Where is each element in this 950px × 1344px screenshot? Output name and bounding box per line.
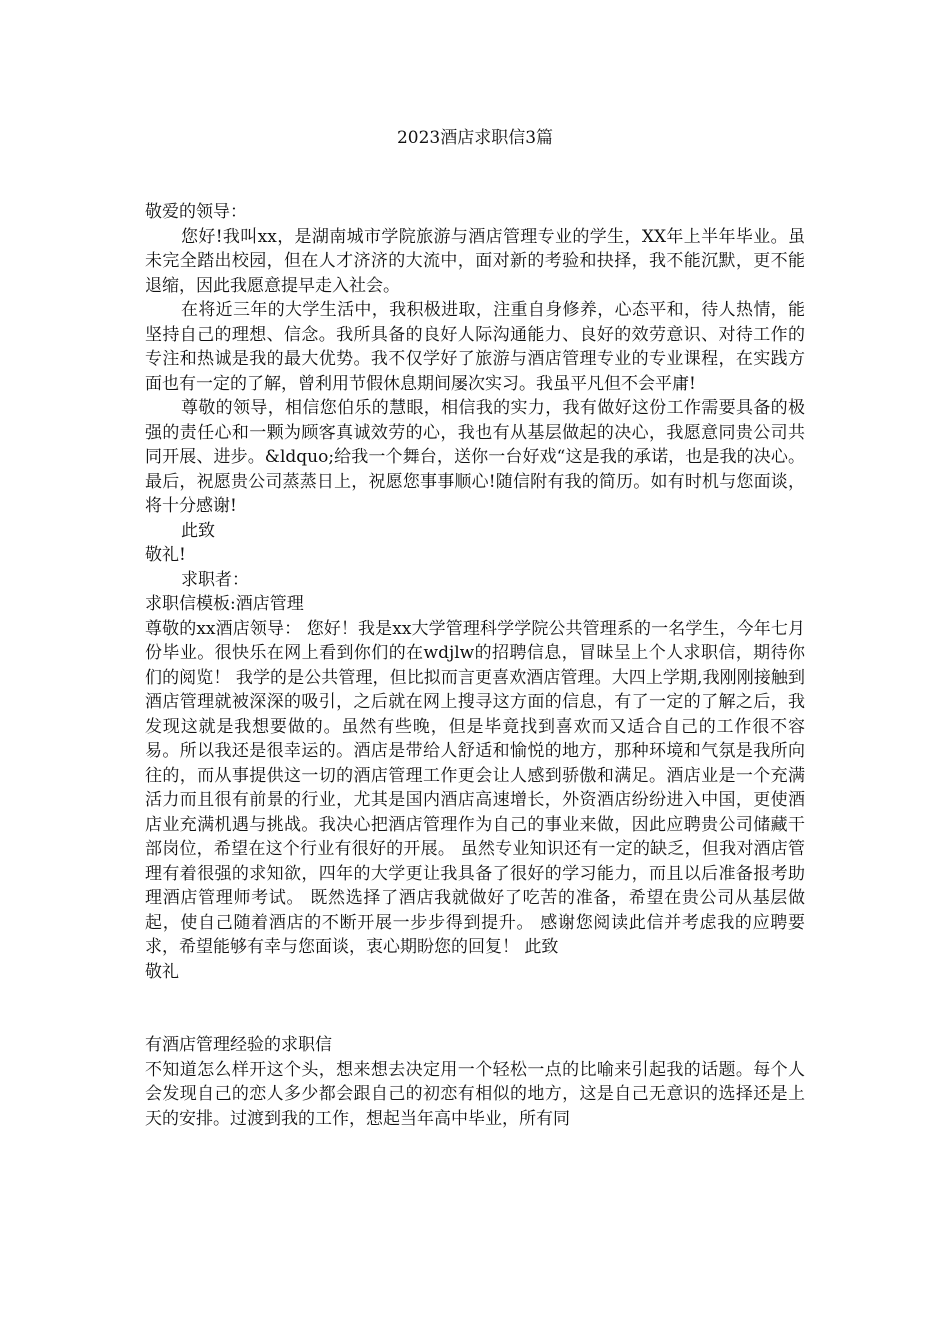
letter3-body: 不知道怎么样开这个头，想来想去决定用一个轻松一点的比喻来引起我的话题。每个人会发现自己的恋人多少都会跟自己的初恋有相似的地方，这是自己无意识的选择还是上天的安排。过渡到我的工作，想起当年高中毕业，所有同 [145, 1059, 805, 1129]
document-body [145, 200, 805, 1131]
letter1-paragraph-3: 尊敬的领导，相信您伯乐的慧眼，相信我的实力，我有做好这份工作需要具备的极强的责任心和一颗为顾客真诚效劳的心，我也有从基层做起的决心，我愿意同贵公司共同开展、进步。&ldquo;给我一个舞台，送你一台好戏“这是我的承诺，也是我的决心。最后，祝愿贵公司蒸蒸日上，祝愿您事事顺心!随信附有我的简历。如有时机与您面谈，将十分感谢! [145, 398, 805, 516]
letter2-heading: 求职信模板:酒店管理 [145, 594, 304, 614]
letter1-paragraph-2: 在将近三年的大学生活中，我积极进取，注重自身修养，心态平和，待人热情，能坚持自己的理想、信念。我所具备的良好人际沟通能力、良好的效劳意识、对待工作的专注和热诚是我的最大优势。我不仅学好了旅游与酒店管理专业的专业课程，在实践方面也有一定的了解，曾利用节假休息期间屡次实习。我虽平凡但不会平庸! [145, 300, 805, 394]
letter3-heading: 有酒店管理经验的求职信 [145, 1035, 332, 1055]
document-title: 2023酒店求职信3篇 [396, 128, 554, 148]
letter1-closing-1: 此致 [181, 520, 215, 541]
letter1-paragraph-1: 您好!我叫xx，是湖南城市学院旅游与酒店管理专业的学生，XX年上半年毕业。虽未完全踏出校园，但在人才济济的大流中，面对新的考验和抉择，我不能沉默，更不能退缩，因此我愿意提早走入社会。 [145, 226, 805, 296]
letter2-closing: 敬礼 [145, 961, 179, 982]
section-spacer [145, 984, 805, 1033]
letter1-closing-2: 敬礼! [145, 545, 186, 565]
letter2-body: 尊敬的xx酒店领导： 您好！我是xx大学管理科学学院公共管理系的一名学生，今年七月份毕业。很快乐在网上看到你们的在wdjlw的招聘信息，冒昧呈上个人求职信，期待你们的阅览！ 我学的是公共管理，但比拟而言更喜欢酒店管理。大四上学期,我刚刚接触到酒店管理就被深深的吸引，之后就在网上搜寻这方面的信息，有了一定的了解之后，我发现这就是我想要做的。虽然有些晚，但是毕竟找到喜欢而又适合自己的工作很不容易。所以我还是很幸运的。酒店是带给人舒适和愉悦的地方，那种环境和气氛是我所向往的，而从事提供这一切的酒店管理工作更会让人感到骄傲和满足。酒店业是一个充满活力而且很有前景的行业，尤其是国内酒店高速增长，外资酒店纷纷进入中国，更使酒店业充满机遇与挑战。我决心把酒店管理作为自己的事业来做，因此应聘贵公司储藏干部岗位，希望在这个行业有很好的开展。 虽然专业知识还有一定的缺乏，但我对酒店管理有着很强的求知欲，四年的大学更让我具备了很好的学习能力，而且以后准备报考助理酒店管理师考试。 既然选择了酒店我就做好了吃苦的准备，希望在贵公司从基层做起，使自己随着酒店的不断开展一步步得到提升。 感谢您阅读此信并考虑我的应聘要求，希望能够有幸与您面谈，衷心期盼您的回复！ 此致 [145, 618, 805, 957]
letter1-salutation: 敬爱的领导： [145, 202, 247, 222]
letter1-signature: 求职者： [181, 569, 249, 590]
